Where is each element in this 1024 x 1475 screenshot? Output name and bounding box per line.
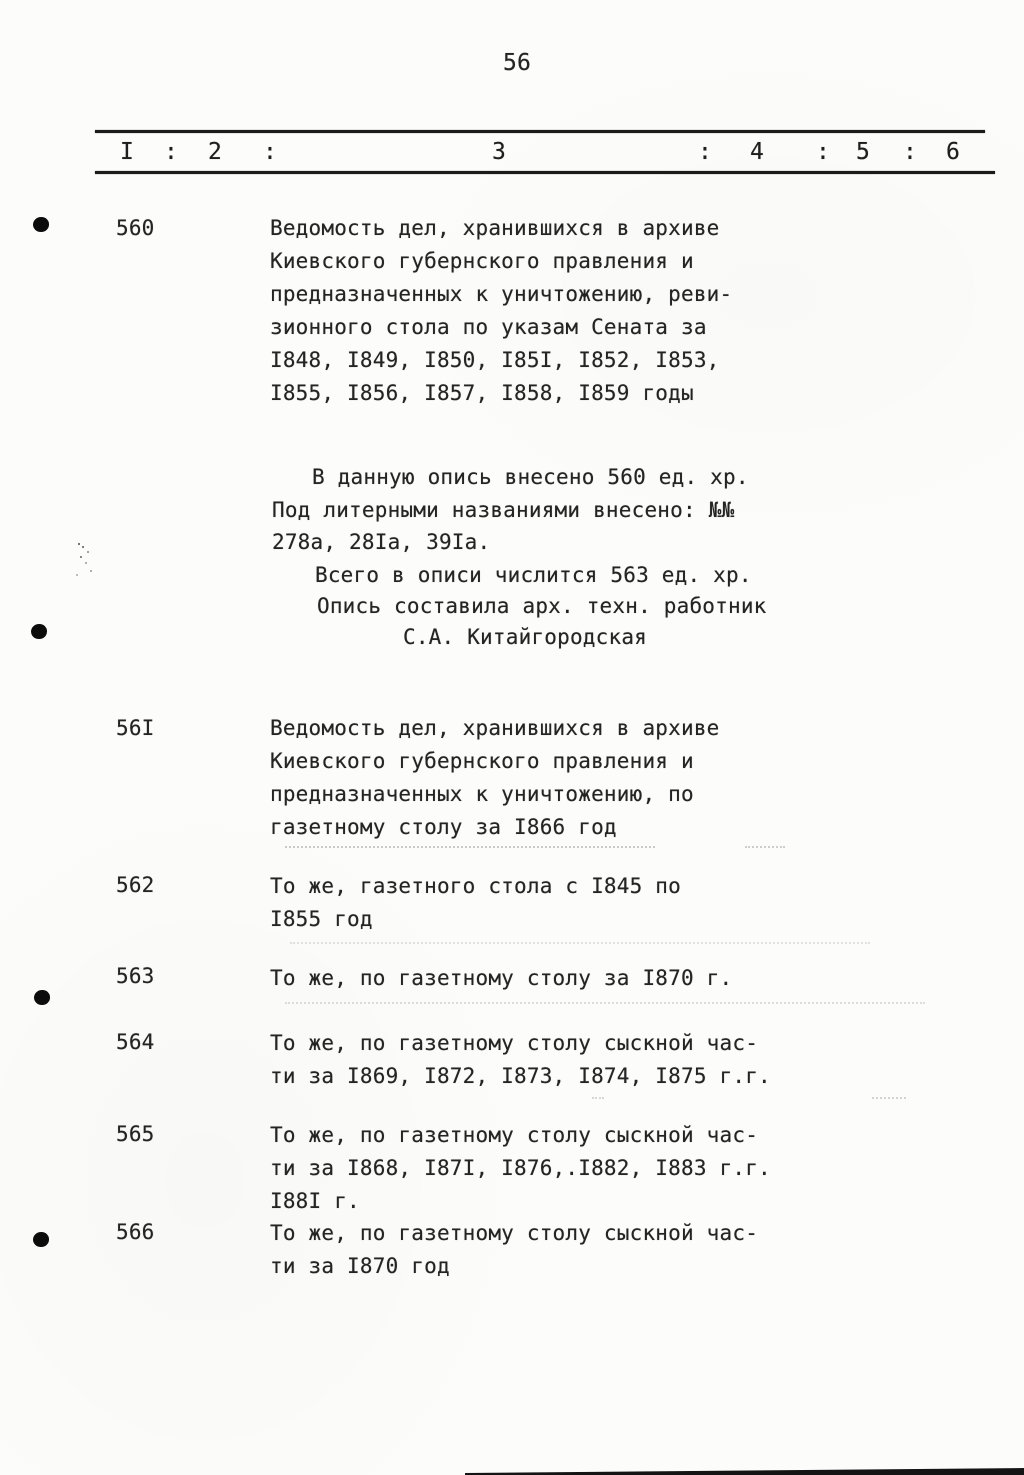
column-divider: : bbox=[164, 139, 178, 165]
entry-text-line: ти за I870 год bbox=[270, 1254, 450, 1278]
punch-hole-mark bbox=[33, 1232, 49, 1247]
entry-text-line: То же, по газетному столу за I870 г. bbox=[270, 966, 733, 990]
entry-text-line: Киевского губернского правления и bbox=[270, 249, 694, 273]
entry-text-line: То же, по газетному столу сыскной час- bbox=[270, 1123, 759, 1147]
page-number: 56 bbox=[503, 50, 532, 76]
faint-dashed-separator bbox=[290, 942, 870, 944]
entry-number: 562 bbox=[116, 873, 155, 897]
entry-number: 560 bbox=[116, 216, 155, 240]
entry-text-line: I88I г. bbox=[270, 1189, 360, 1213]
column-header-1: I bbox=[120, 139, 134, 165]
entry-text-line: То же, газетного стола с I845 по bbox=[270, 874, 681, 898]
scan-edge-bar bbox=[465, 1468, 1024, 1475]
entry-text-line: I855 год bbox=[270, 907, 373, 931]
column-header-3: 3 bbox=[492, 139, 506, 165]
entry-text-line: Ведомость дел, хранившихся в архиве bbox=[270, 216, 720, 240]
ink-smudge bbox=[78, 543, 80, 545]
column-divider: : bbox=[816, 139, 830, 165]
table-header-bottom-rule bbox=[95, 171, 995, 174]
entry-text-line: Киевского губернского правления и bbox=[270, 749, 694, 773]
entry-description bbox=[270, 712, 720, 844]
summary-line: В данную опись внесено 560 ед. хр. bbox=[312, 465, 749, 489]
punch-hole-mark bbox=[33, 217, 49, 232]
entry-text-line: ти за I869, I872, I873, I874, I875 г.г. bbox=[270, 1064, 771, 1088]
summary-line: С.А. Китайгородская bbox=[403, 625, 648, 649]
entry-text-line: I855, I856, I857, I858, I859 годы bbox=[270, 381, 694, 405]
entry-text-line: То же, по газетному столу сыскной час- bbox=[270, 1031, 759, 1055]
faint-dashed-separator bbox=[285, 846, 655, 848]
faint-dashed-separator bbox=[872, 1097, 906, 1099]
column-header-5: 5 bbox=[856, 139, 870, 165]
column-divider: : bbox=[903, 139, 917, 165]
entry-description bbox=[270, 962, 732, 995]
column-header-2: 2 bbox=[208, 139, 222, 165]
column-header-4: 4 bbox=[750, 139, 764, 165]
faint-dashed-separator bbox=[592, 1097, 604, 1099]
entry-number: 565 bbox=[116, 1122, 155, 1146]
entry-text-line: То же, по газетному столу сыскной час- bbox=[270, 1221, 759, 1245]
faint-dashed-separator bbox=[745, 846, 785, 848]
entry-text-line: I848, I849, I850, I85I, I852, I853, bbox=[270, 348, 720, 372]
column-divider: : bbox=[263, 139, 277, 165]
entry-text-line: предназначенных к уничтожению, реви- bbox=[270, 282, 733, 306]
table-header-top-rule bbox=[95, 130, 985, 133]
entry-description bbox=[270, 1217, 758, 1283]
summary-line: Опись составила арх. техн. работник bbox=[317, 594, 767, 618]
entry-text-line: ти за I868, I87I, I876,.I882, I883 г.г. bbox=[270, 1156, 771, 1180]
faint-dashed-separator bbox=[285, 1002, 925, 1004]
summary-line: Под литерными названиями внесено: №№ bbox=[272, 498, 735, 522]
punch-hole-mark bbox=[31, 624, 47, 639]
punch-hole-mark bbox=[34, 990, 50, 1005]
entry-description bbox=[270, 870, 681, 936]
entry-description bbox=[270, 212, 732, 410]
summary-line: Всего в описи числится 563 ед. хр. bbox=[315, 563, 752, 587]
entry-description bbox=[270, 1119, 771, 1218]
entry-text-line: зионного стола по указам Сената за bbox=[270, 315, 707, 339]
column-header-6: 6 bbox=[946, 139, 960, 165]
summary-line: 278а, 28Iа, 39Iа. bbox=[272, 530, 491, 554]
entry-text-line: Ведомость дел, хранившихся в архиве bbox=[270, 716, 720, 740]
entry-number: 564 bbox=[116, 1030, 155, 1054]
entry-number: 56I bbox=[116, 716, 155, 740]
entry-number: 566 bbox=[116, 1220, 155, 1244]
entry-text-line: предназначенных к уничтожению, по bbox=[270, 782, 694, 806]
column-divider: : bbox=[698, 139, 712, 165]
entry-number: 563 bbox=[116, 964, 155, 988]
entry-description bbox=[270, 1027, 771, 1093]
entry-text-line: газетному столу за I866 год bbox=[270, 815, 617, 839]
